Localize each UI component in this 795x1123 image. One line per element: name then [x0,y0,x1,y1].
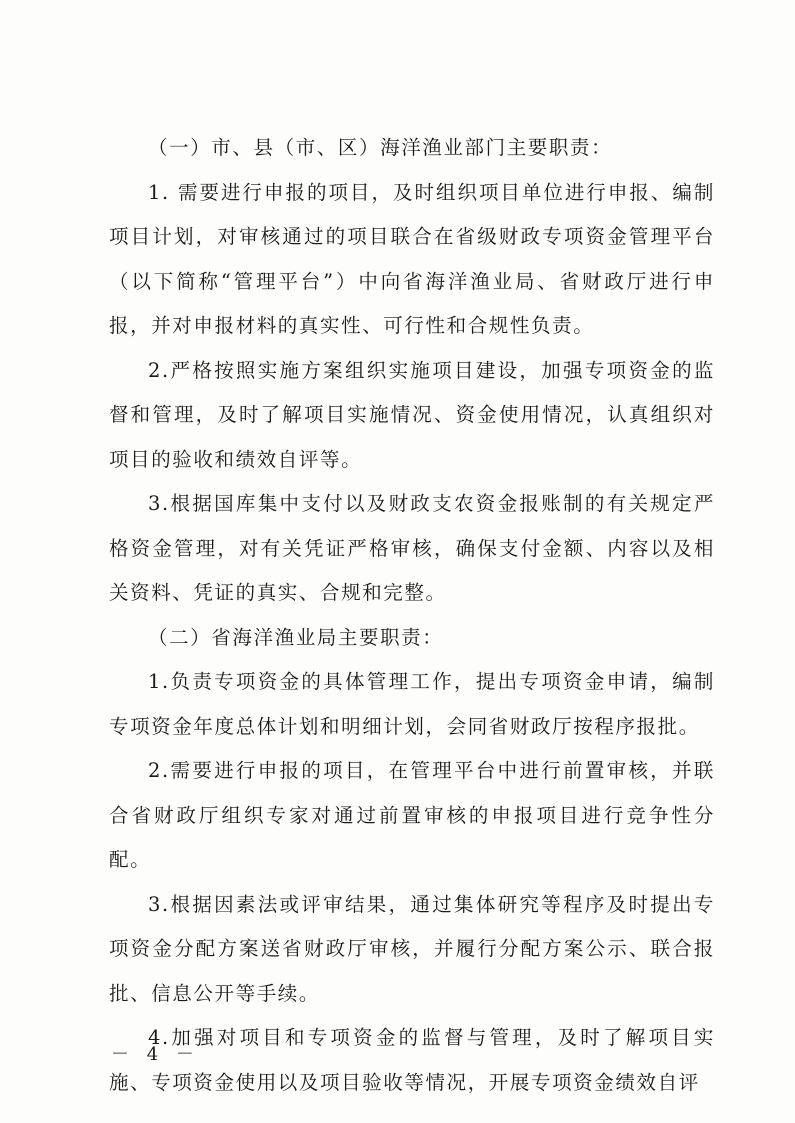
section2-item-2: 2.需要进行申报的项目，在管理平台中进行前置审核，并联合省财政厅组织专家对通过前置审核的申报项目进行竞争性分配。 [109,759,715,871]
section2-item-4: 4.加强对项目和专项资金的监督与管理，及时了解项目实施、专项资金使用以及项目验收等情况，开展专项资金绩效自评 [109,1026,715,1094]
page-number: － 4 － [111,1044,200,1065]
section1-heading: （一）市、县（市、区）海洋渔业部门主要职责： [148,136,613,159]
section2-item-3: 3.根据因素法或评审结果，通过集体研究等程序及时提出专项资金分配方案送省财政厅审核，并履行分配方案公示、联合报批、信息公开等手续。 [109,892,715,1005]
section1-item-1: 1. 需要进行申报的项目，及时组织项目单位进行申报、编制项目计划，对审核通过的项目联合在省级财政专项资金管理平台（以下简称“管理平台”）中向省海洋渔业局、省财政厅进行申报，并对申报材料的真实性、可行性和合规性负责。 [109,180,715,337]
section2-item-1: 1.负责专项资金的具体管理工作，提出专项资金申请，编制专项资金年度总体计划和明细计划，会同省财政厅按程序报批。 [109,670,715,738]
section1-item-3: 3.根据国库集中支付以及财政支农资金报账制的有关规定严格资金管理，对有关凭证严格审核，确保支付金额、内容以及相关资料、凭证的真实、合规和完整。 [109,492,715,604]
section2-heading: （二）省海洋渔业局主要职责： [148,625,444,649]
document-body [109,126,715,1105]
section1-item-2: 2.严格按照实施方案组织实施项目建设，加强专项资金的监督和管理，及时了解项目实施情况、资金使用情况，认真组织对项目的验收和绩效自评等。 [109,358,715,471]
